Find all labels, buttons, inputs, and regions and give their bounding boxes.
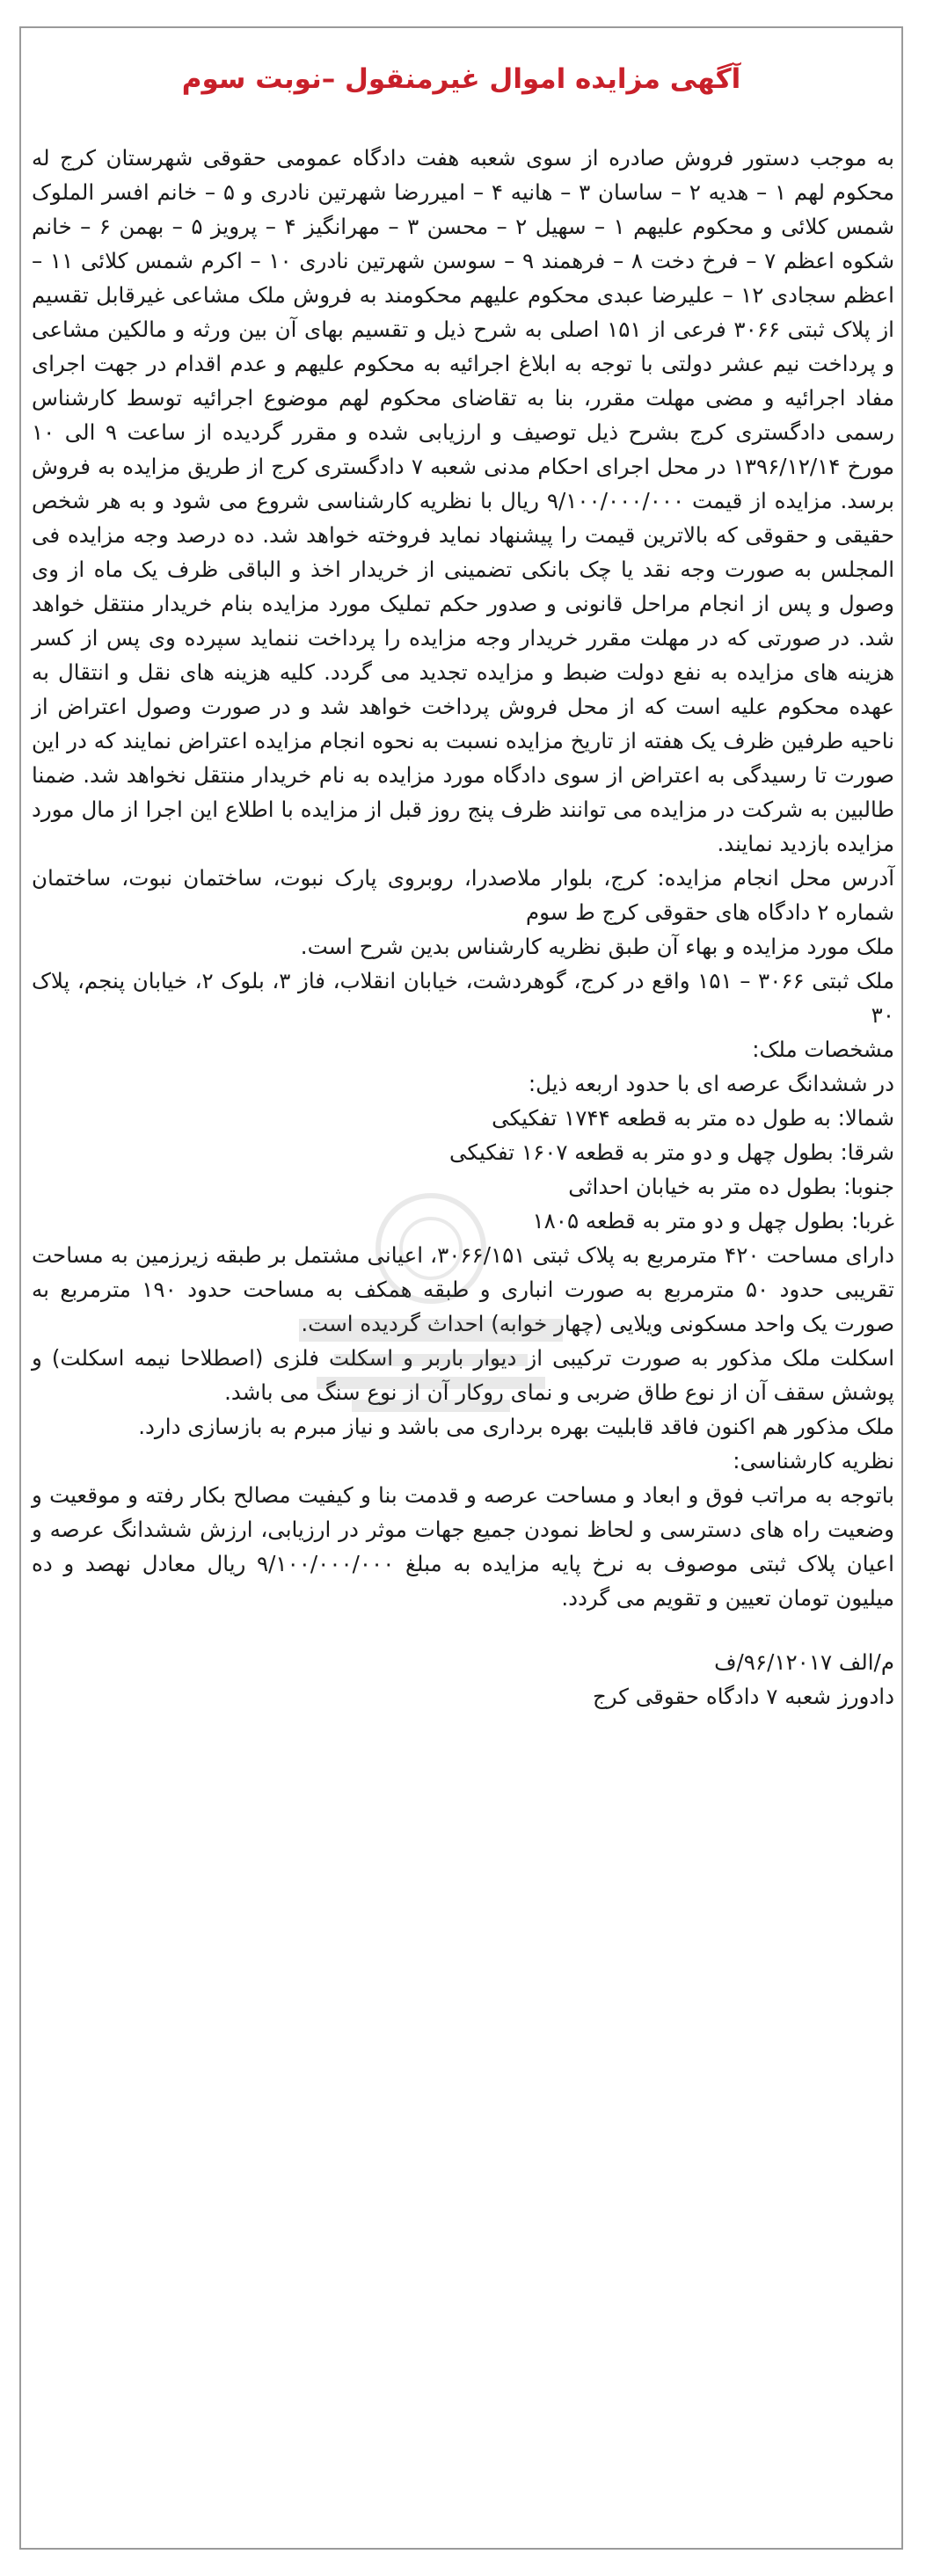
paragraph-property-intro: ملک مورد مزایده و بهاء آن طبق نظریه کارشناس بدین شرح است. <box>300 934 894 959</box>
boundary-east: شرقا: بطول چهل و دو متر به قطعه ۱۶۰۷ تفکیکی <box>449 1139 894 1165</box>
notice-body <box>32 141 894 1714</box>
boundary-west: غربا: بطول چهل و دو متر به قطعه ۱۸۰۵ <box>532 1208 894 1233</box>
boundary-north: شمالا: به طول ده متر به قطعه ۱۷۴۴ تفکیکی <box>492 1105 894 1131</box>
spacer <box>32 1615 894 1645</box>
paragraph-condition: ملک مذکور هم اکنون فاقد قابلیت بهره برداری می باشد و نیاز مبرم به بازسازی دارد. <box>138 1414 894 1439</box>
paragraph-structure: اسکلت ملک مذکور به صورت ترکیبی از دیوار باربر و اسکلت فلزی (اصطلاحا نیمه اسکلت) و پوشش سقف آن از نوع طاق ضربی و نمای روکار آن از نوع سنگ می باشد. <box>32 1345 894 1405</box>
paragraph-property-location: ملک ثبتی ۳۰۶۶ – ۱۵۱ واقع در کرج، گوهردشت، خیابان انقلاب، فاز ۳، بلوک ۲، خیابان پنجم، پلاک ۳۰ <box>32 968 895 1028</box>
paragraph-main: به موجب دستور فروش صادره از سوی شعبه هفت دادگاه عمومی حقوقی شهرستان کرج له محکوم لهم ۱ – هدیه ۲ – ساسان ۳ – هانیه ۴ – امیررضا شهرتین نادری و ۵ – خانم افسر الملوک شمس کلائی و محکوم علیهم ۱ – سهیل ۲ – محسن ۳ – مهرانگیز ۴ – پرویز ۵ – بهمن ۶ – خانم شکوه اعظم ۷ – فرخ دخت ۸ – فرهمند ۹ – سوسن شهرتین نادری ۱۰ – اکرم شمس کلائی ۱۱ – اعظم سجادی ۱۲ – علیرضا عبدی محکوم علیهم محکومند به فروش ملک مشاعی غیرقابل تقسیم از پلاک ثبتی ۳۰۶۶ فرعی از ۱۵۱ اصلی به شرح ذیل و تقسیم بهای آن بین ورثه و مالکین مشاعی و پرداخت نیم عشر دولتی با توجه به ابلاغ اجرائیه به محکوم علیهم و عدم اقدام در جهت اجرای مفاد اجرائیه و مضی مهلت مقرر، بنا به تقاضای محکوم لهم موضوع اجرائیه توسط کارشناس رسمی دادگستری کرج بشرح ذیل توصیف و ارزیابی شده و مقرر گردیده از ساعت ۹ الی ۱۰ مورخ ۱۳۹۶/۱۲/۱۴ در محل اجرای احکام مدنی شعبه ۷ دادگستری کرج از طریق مزایده به فروش برسد. مزایده از قیمت ۹/۱۰۰/۰۰۰/۰۰۰ ریال با نظریه کارشناسی شروع می شود و به هر شخص حقیقی و حقوقی که بالاترین قیمت را پیشنهاد نماید فروخته خواهد شد. ده درصد وجه مزایده فی المجلس به صورت وجه نقد یا چک بانکی تضمینی از خریدار اخذ و الباقی ظرف یک ماه از وی وصول و پس از انجام مراحل قانونی و صدور حکم تملیک مورد مزایده بنام خریدار منتقل خواهد شد. در صورتی که در مهلت مقرر خریدار وجه مزایده را پرداخت ننماید سپرده وی پس از کسر هزینه های مزایده به نفع دولت ضبط و مزایده تجدید می گردد. کلیه هزینه های نقل و انتقال به عهده محکوم علیه است که از محل فروش پرداخت خواهد شد و در صورت وصول اعتراض از ناحیه طرفین ظرف یک هفته از تاریخ مزایده نسبت به نحوه انجام مزایده اعتراض نمایند که در این صورت تا رسیدگی به اعتراض از سوی دادگاه مورد مزایده به نام خریدار منتقل نخواهد شد. ضمنا طالبین به شرکت در مزایده می توانند ظرف پنج روز قبل از مزایده با اطلاع این اجرا از مال مورد مزایده بازدید نمایند. <box>32 145 895 856</box>
paragraph-area: دارای مساحت ۴۲۰ مترمربع به پلاک ثبتی ۳۰۶۶/۱۵۱، اعیانی مشتمل بر طبقه زیرزمین به مساحت تقریبی حدود ۵۰ مترمربع به صورت انباری و طبقه همکف به مساحت حدود ۱۹۰ مترمربع به صورت یک واحد مسکونی ویلایی (چهار خوابه) احداث گردیده است. <box>32 1242 895 1336</box>
reference-number: م/الف ۹۶/۱۲۰۱۷/ف <box>714 1649 894 1675</box>
paragraph-address: آدرس محل انجام مزایده: کرج، بلوار ملاصدرا، روبروی پارک نبوت، ساختمان نبوت، ساختمان شماره ۲ دادگاه های حقوقی کرج ط سوم <box>32 865 894 925</box>
paragraph-boundaries-intro: در ششدانگ عرصه ای با حدود اربعه ذیل: <box>528 1071 894 1096</box>
paragraph-expert-opinion: باتوجه به مراتب فوق و ابعاد و مساحت عرصه و قدمت بنا و کیفیت مصالح بکار رفته و موقعیت و وضعیت راه های دسترسی و لحاظ نمودن جمیع جهات موثر در ارزیابی، ارزش ششدانگ عرصه و اعیان پلاک ثبتی موصوف به نرخ پایه مزایده به مبلغ ۹/۱۰۰/۰۰۰/۰۰۰ ریال معادل نهصد و ده میلیون تومان تعیین و تقویم می گردد. <box>32 1482 894 1611</box>
notice-title: آگهی مزایده اموال غیرمنقول –نوبت سوم <box>181 63 741 95</box>
paragraph-specs-heading: مشخصات ملک: <box>752 1037 894 1062</box>
signature: دادورز شعبه ۷ دادگاه حقوقی کرج <box>592 1684 894 1709</box>
paragraph-expert-heading: نظریه کارشناسی: <box>733 1448 894 1474</box>
boundary-south: جنوبا: بطول ده متر به خیابان احداثی <box>568 1174 894 1199</box>
